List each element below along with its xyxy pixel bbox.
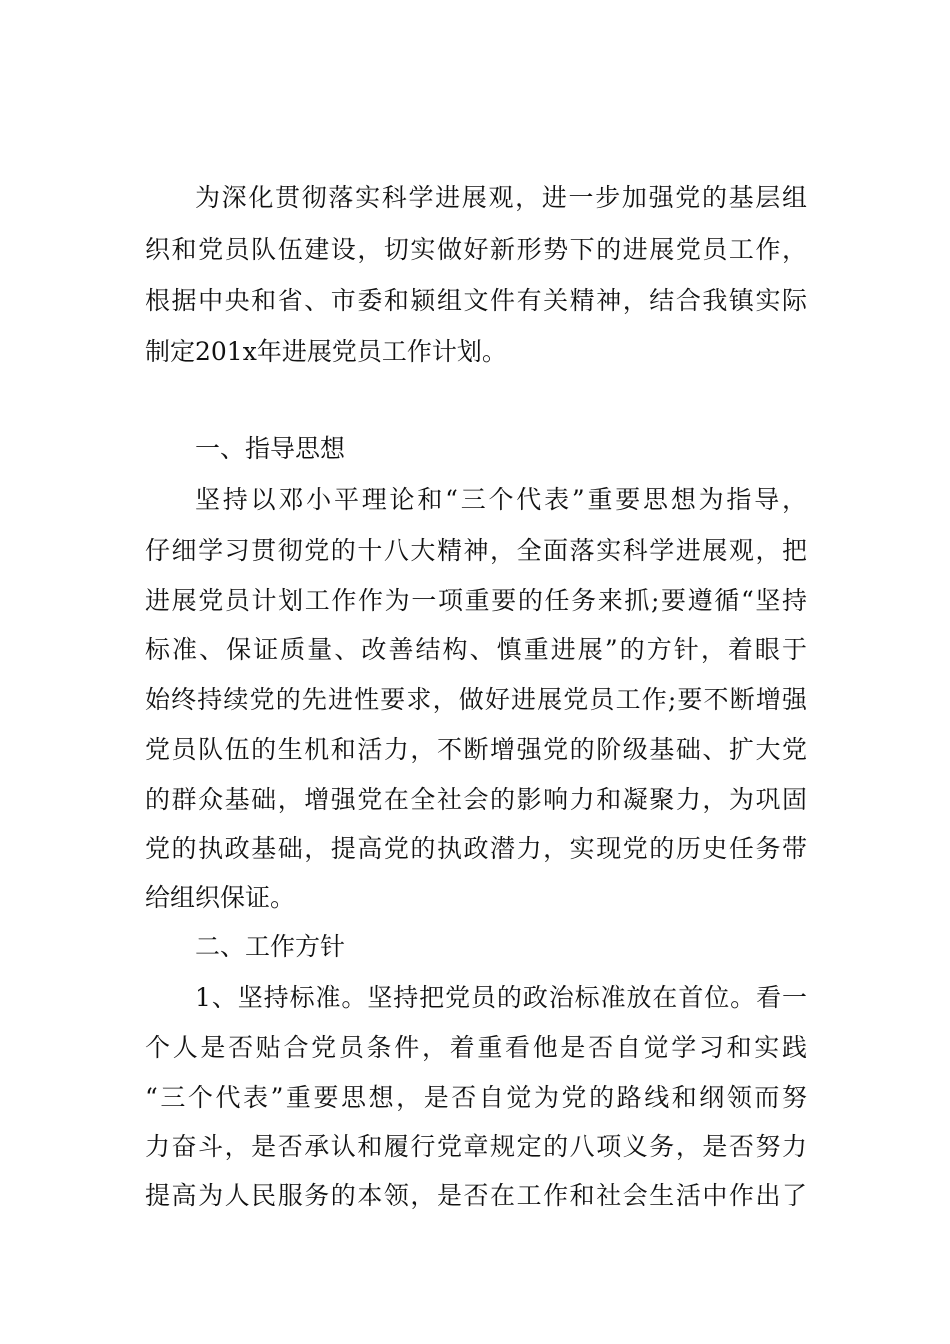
intro-line-1: 为深化贯彻落实科学进展观，进一步加强党的基层组 xyxy=(195,183,807,212)
section2-line-2: 个人是否贴合党员条件，着重看他是否自觉学习和实践 xyxy=(145,1033,807,1062)
section1-line-7: 的群众基础，增强党在全社会的影响力和凝聚力，为巩固 xyxy=(145,785,807,814)
section2-line-3: “三个代表”重要思想，是否自觉为党的路线和纲领而努 xyxy=(145,1083,807,1112)
section2-line-4: 力奋斗，是否承认和履行党章规定的八项义务，是否努力 xyxy=(145,1132,807,1161)
section1-line-8: 党的执政基础，提高党的执政潜力，实现党的历史任务带 xyxy=(145,834,807,863)
section1-line-5: 始终持续党的先进性要求，做好进展党员工作;要不断增强 xyxy=(145,685,807,714)
section1-line-9: 给组织保证。 xyxy=(145,883,296,912)
intro-line-3: 根据中央和省、市委和颍组文件有关精神，结合我镇实际 xyxy=(145,286,807,315)
section2-line-1: 1、坚持标准。坚持把党员的政治标准放在首位。看一 xyxy=(195,983,807,1012)
section1-line-2: 仔细学习贯彻党的十八大精神，全面落实科学进展观，把 xyxy=(145,536,807,565)
section1-line-3: 进展党员计划工作作为一项重要的任务来抓;要遵循“坚持 xyxy=(145,586,807,615)
section1-line-4: 标准、保证质量、改善结构、慎重进展”的方针，着眼于 xyxy=(145,635,807,664)
section1-line-1: 坚持以邓小平理论和“三个代表”重要思想为指导， xyxy=(195,485,807,514)
section2-line-5: 提高为人民服务的本领，是否在工作和社会生活中作出了 xyxy=(145,1181,807,1210)
section1-line-6: 党员队伍的生机和活力，不断增强党的阶级基础、扩大党 xyxy=(145,735,807,764)
intro-line-2: 织和党员队伍建设，切实做好新形势下的进展党员工作， xyxy=(145,235,807,264)
intro-line-4: 制定201x年进展党员工作计划。 xyxy=(145,337,507,366)
section-heading-work-policy: 二、工作方针 xyxy=(195,932,346,961)
section-heading-guiding-ideology: 一、指导思想 xyxy=(195,434,346,463)
